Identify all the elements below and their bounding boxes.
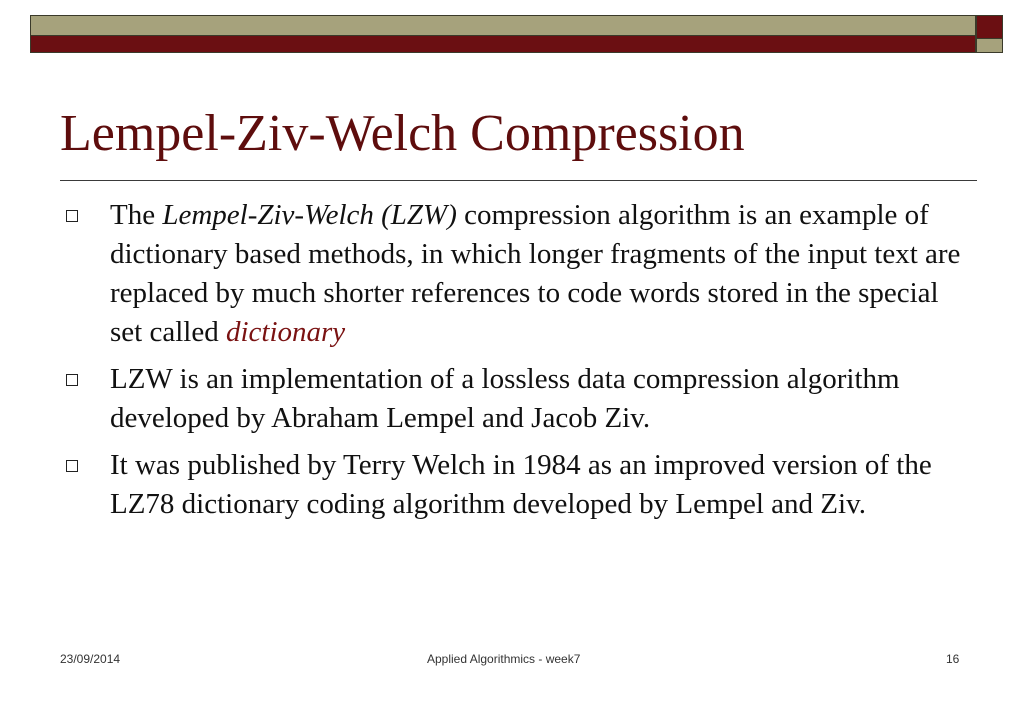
bullet-list <box>66 196 966 532</box>
bullet-text: LZW is an implementation of a lossless data compression algorithm developed by Abraham Lempel and Jacob Ziv. <box>110 363 900 434</box>
header-band-red <box>30 36 976 53</box>
bullet-item <box>66 196 966 352</box>
bullet-emphasis-term: dictionary <box>225 316 346 348</box>
header-corner-red <box>976 15 1003 39</box>
square-bullet-icon <box>66 374 78 386</box>
bullet-text-mid: compression algorithm is an example of dictionary based methods, in which longer fragments of the input text are replaced by much shorter references to code words stored in the special set called <box>110 199 961 348</box>
header-corner-olive <box>976 39 1003 53</box>
bullet-text: It was published by Terry Welch in 1984 as an improved version of the LZ78 dictionary coding algorithm developed by Lempel and Ziv. <box>110 449 932 520</box>
bullet-emphasis: Lempel-Ziv-Welch (LZW) <box>162 199 457 231</box>
header-band-olive <box>30 15 976 36</box>
square-bullet-icon <box>66 210 78 222</box>
bullet-item <box>66 360 966 438</box>
bullet-text-pre: The <box>110 199 163 231</box>
footer-course: Applied Algorithmics - week7 <box>427 652 581 666</box>
title-divider <box>60 180 977 181</box>
slide-title: Lempel-Ziv-Welch Compression <box>60 105 745 162</box>
footer-page-number: 16 <box>946 652 960 666</box>
square-bullet-icon <box>66 460 78 472</box>
bullet-item <box>66 446 966 524</box>
footer-date: 23/09/2014 <box>60 652 121 666</box>
